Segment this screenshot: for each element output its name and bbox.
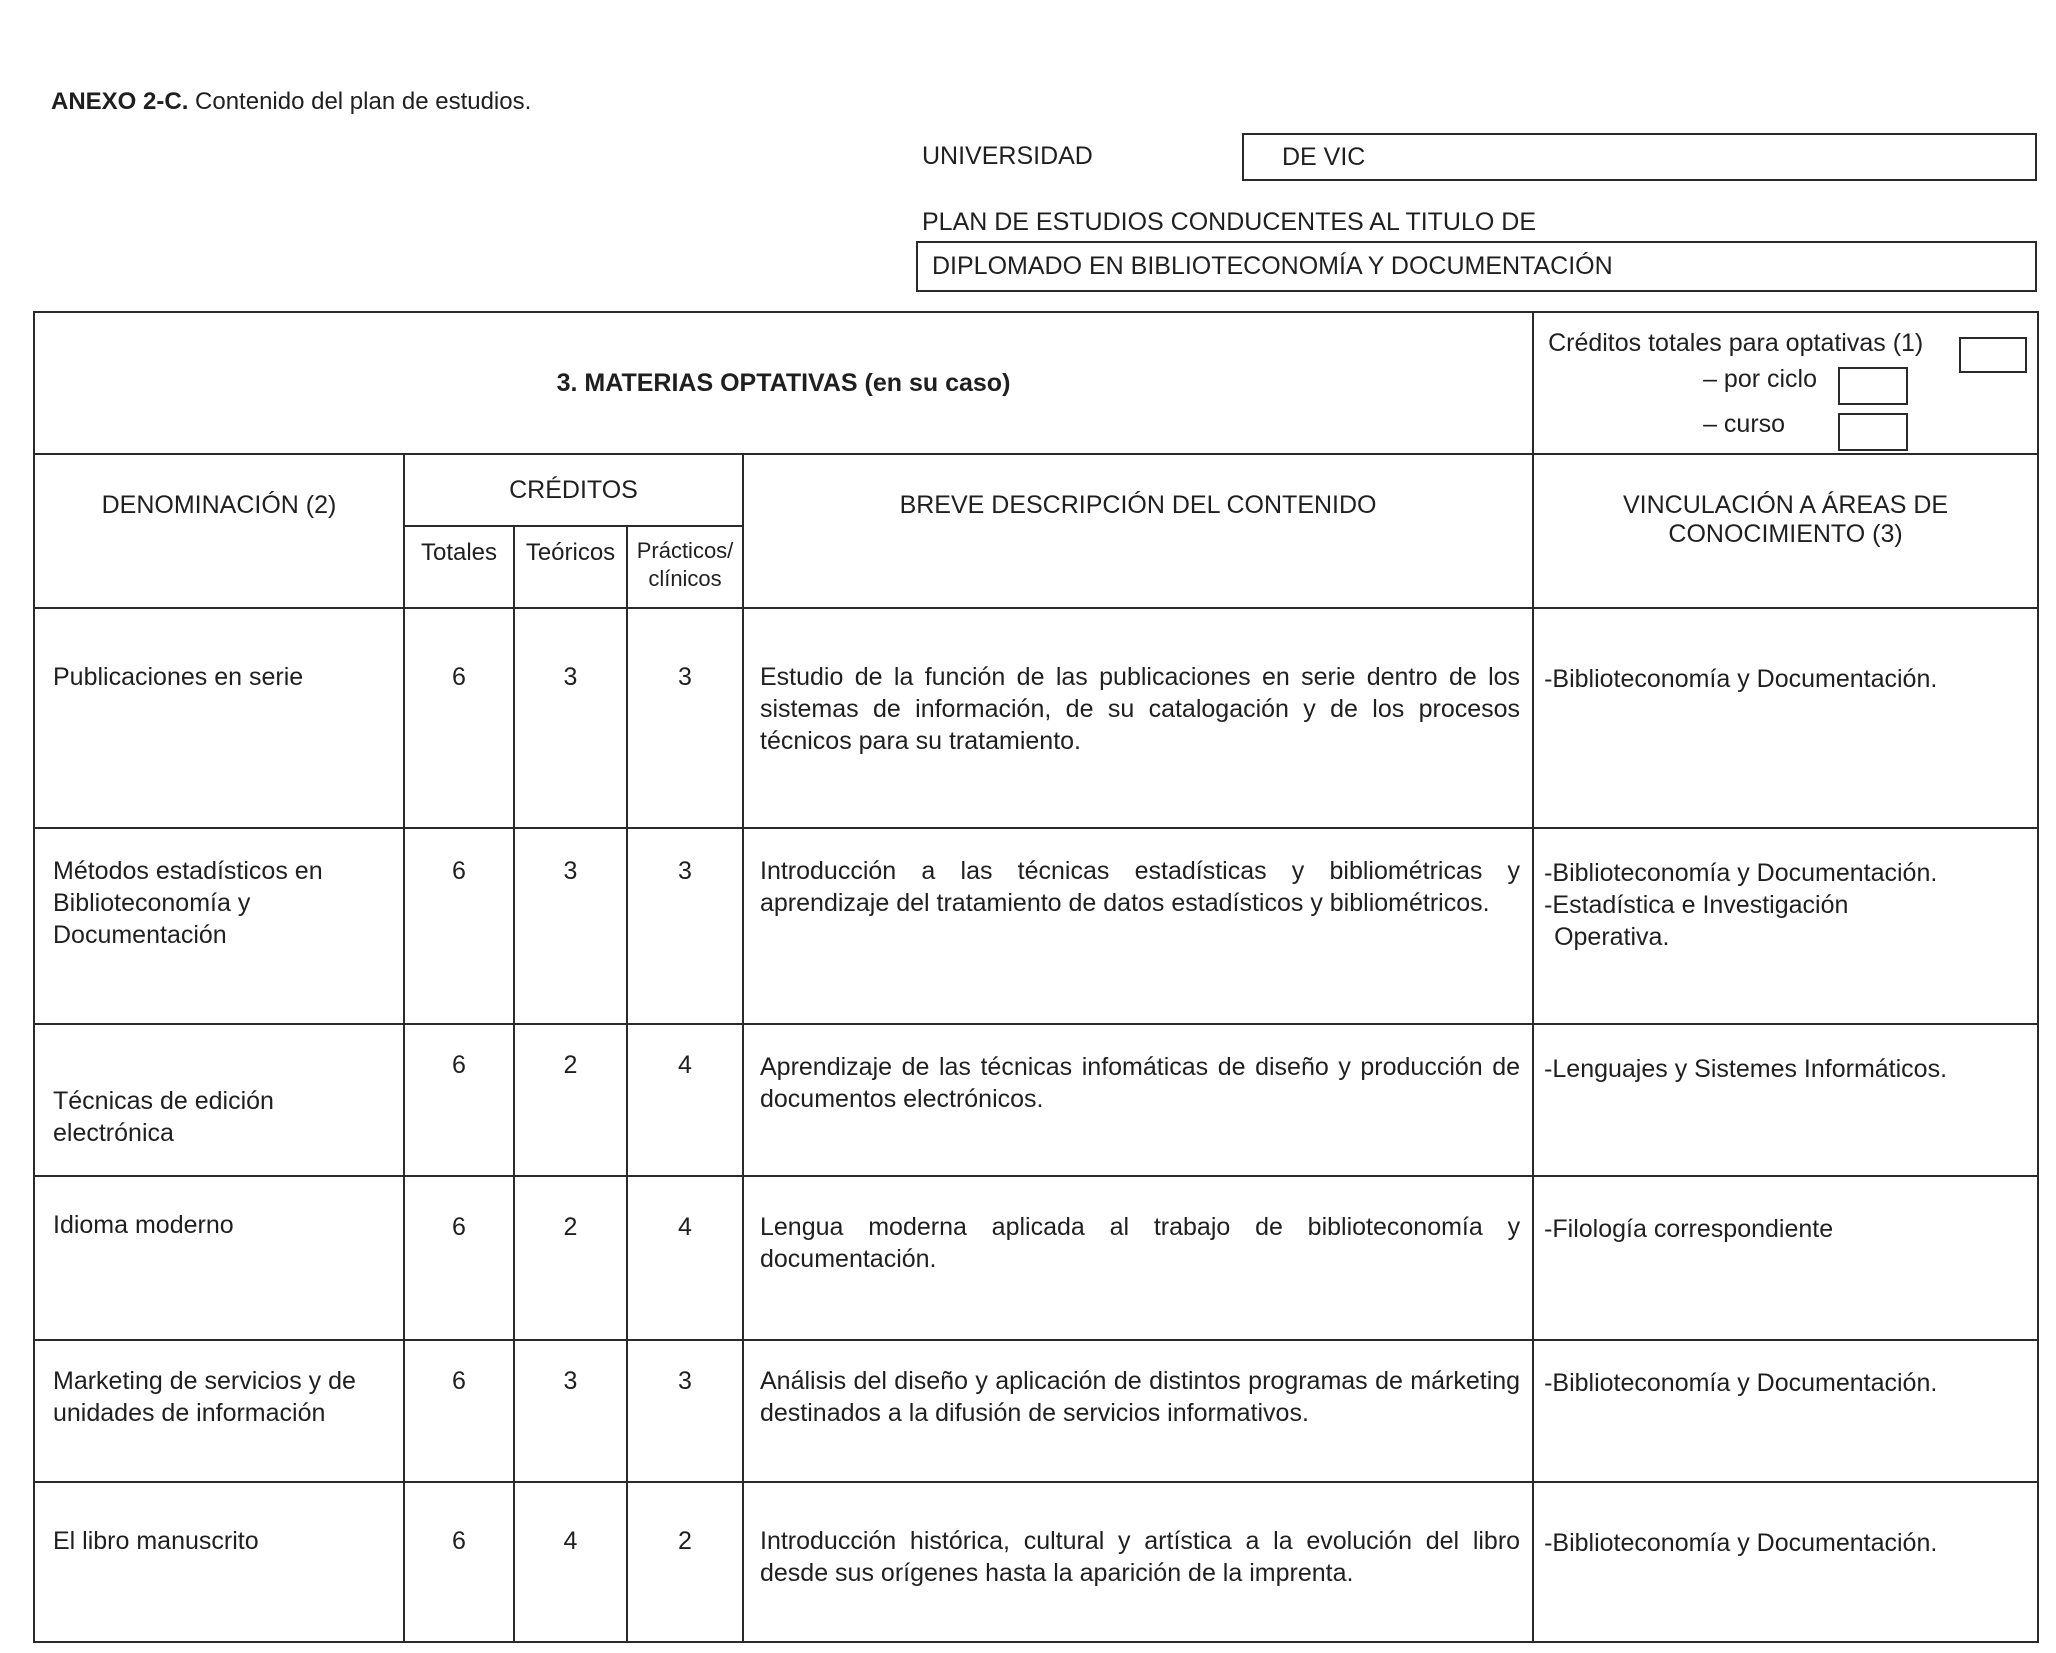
header-practicos bbox=[627, 526, 743, 608]
credits-total: 6 bbox=[404, 1340, 514, 1482]
subject-name: Métodos estadísticos en Biblioteconomía y Documentación bbox=[34, 828, 404, 1024]
annex-number: ANEXO 2-C. bbox=[51, 88, 189, 115]
table-row bbox=[34, 1176, 2038, 1340]
per-cycle-box bbox=[1838, 367, 1908, 405]
plan-label: PLAN DE ESTUDIOS CONDUCENTES AL TITULO DE bbox=[922, 208, 1537, 236]
course-label: – curso bbox=[1703, 410, 1786, 438]
optional-credits-total-label: Créditos totales para optativas (1) bbox=[1548, 329, 1924, 357]
subject-description: Lengua moderna aplicada al trabajo de biblioteconomía y documentación. bbox=[743, 1176, 1533, 1340]
credits-theory: 4 bbox=[514, 1482, 627, 1642]
credits-theory: 2 bbox=[514, 1176, 627, 1340]
knowledge-area: -Biblioteconomía y Documentación. bbox=[1533, 608, 2038, 828]
knowledge-area-line: Operativa. bbox=[1554, 923, 1670, 951]
knowledge-area: -Filología correspondiente bbox=[1533, 1176, 2038, 1340]
credits-practice: 3 bbox=[627, 608, 743, 828]
header-practicos-line2: clínicos bbox=[648, 566, 722, 591]
annex-heading bbox=[51, 88, 531, 116]
credits-practice: 4 bbox=[627, 1176, 743, 1340]
subject-name: El libro manuscrito bbox=[34, 1482, 404, 1642]
credits-total: 6 bbox=[404, 1482, 514, 1642]
subject-name: Marketing de servicios y de unidades de información bbox=[34, 1340, 404, 1482]
per-cycle-label: – por ciclo bbox=[1703, 365, 1818, 393]
credits-practice: 2 bbox=[627, 1482, 743, 1642]
annex-subtitle: Contenido del plan de estudios. bbox=[188, 88, 532, 115]
subject-name: Publicaciones en serie bbox=[34, 608, 404, 828]
subject-description: Introducción histórica, cultural y artística a la evolución del libro desde sus orígenes hasta la aparición de la imprenta. bbox=[743, 1482, 1533, 1642]
optional-subjects-table bbox=[33, 311, 2039, 1643]
knowledge-area bbox=[1533, 828, 2038, 1024]
credits-total: 6 bbox=[404, 1176, 514, 1340]
subject-name: Idioma moderno bbox=[34, 1176, 404, 1340]
subject-description: Análisis del diseño y aplicación de distintos programas de márketing destinados a la difusión de servicios informativos. bbox=[743, 1340, 1533, 1482]
subject-description: Estudio de la función de las publicaciones en serie dentro de los sistemas de información, de su catalogación y de los procesos técnicos para su tratamiento. bbox=[743, 608, 1533, 828]
credits-total: 6 bbox=[404, 608, 514, 828]
knowledge-area-line: -Estadística e Investigación bbox=[1544, 891, 1849, 919]
header-vinculacion bbox=[1533, 454, 2038, 608]
credits-theory: 3 bbox=[514, 1340, 627, 1482]
header-vinculacion-line1: VINCULACIÓN A ÁREAS DE bbox=[1623, 491, 1949, 519]
header-totales: Totales bbox=[404, 526, 514, 608]
optional-credits-total-box bbox=[1959, 337, 2027, 373]
degree-title-field: DIPLOMADO EN BIBLIOTECONOMÍA Y DOCUMENTACIÓN bbox=[916, 241, 2037, 292]
knowledge-area: -Biblioteconomía y Documentación. bbox=[1533, 1340, 2038, 1482]
credits-theory: 3 bbox=[514, 608, 627, 828]
subject-description: Aprendizaje de las técnicas infomáticas de diseño y producción de documentos electrónicos. bbox=[743, 1024, 1533, 1176]
knowledge-area: -Biblioteconomía y Documentación. bbox=[1533, 1482, 2038, 1642]
table-row bbox=[34, 828, 2038, 1024]
credits-practice: 4 bbox=[627, 1024, 743, 1176]
subject-description: Introducción a las técnicas estadísticas y bibliométricas y aprendizaje del tratamiento de datos estadísticos y bibliométricos. bbox=[743, 828, 1533, 1024]
credits-total: 6 bbox=[404, 1024, 514, 1176]
credits-theory: 2 bbox=[514, 1024, 627, 1176]
knowledge-area: -Lenguajes y Sistemes Informáticos. bbox=[1533, 1024, 2038, 1176]
university-field: DE VIC bbox=[1242, 133, 2037, 181]
header-vinculacion-line2: CONOCIMIENTO (3) bbox=[1668, 520, 1903, 548]
header-descripcion: BREVE DESCRIPCIÓN DEL CONTENIDO bbox=[743, 454, 1533, 608]
credits-practice: 3 bbox=[627, 828, 743, 1024]
section-title: 3. MATERIAS OPTATIVAS (en su caso) bbox=[34, 312, 1533, 454]
subject-name: Técnicas de edición electrónica bbox=[34, 1024, 404, 1176]
course-box bbox=[1838, 413, 1908, 451]
header-denominacion: DENOMINACIÓN (2) bbox=[34, 454, 404, 608]
header-creditos: CRÉDITOS bbox=[404, 454, 743, 526]
table-row bbox=[34, 1340, 2038, 1482]
table-row bbox=[34, 1024, 2038, 1176]
optional-credits-summary bbox=[1533, 312, 2038, 454]
header-teoricos: Teóricos bbox=[514, 526, 627, 608]
credits-total: 6 bbox=[404, 828, 514, 1024]
knowledge-area-line: -Biblioteconomía y Documentación. bbox=[1544, 859, 1938, 887]
university-label: UNIVERSIDAD bbox=[922, 142, 1093, 170]
header-practicos-line1: Prácticos/ bbox=[636, 538, 734, 563]
credits-theory: 3 bbox=[514, 828, 627, 1024]
table-row bbox=[34, 1482, 2038, 1642]
table-row bbox=[34, 608, 2038, 828]
credits-practice: 3 bbox=[627, 1340, 743, 1482]
